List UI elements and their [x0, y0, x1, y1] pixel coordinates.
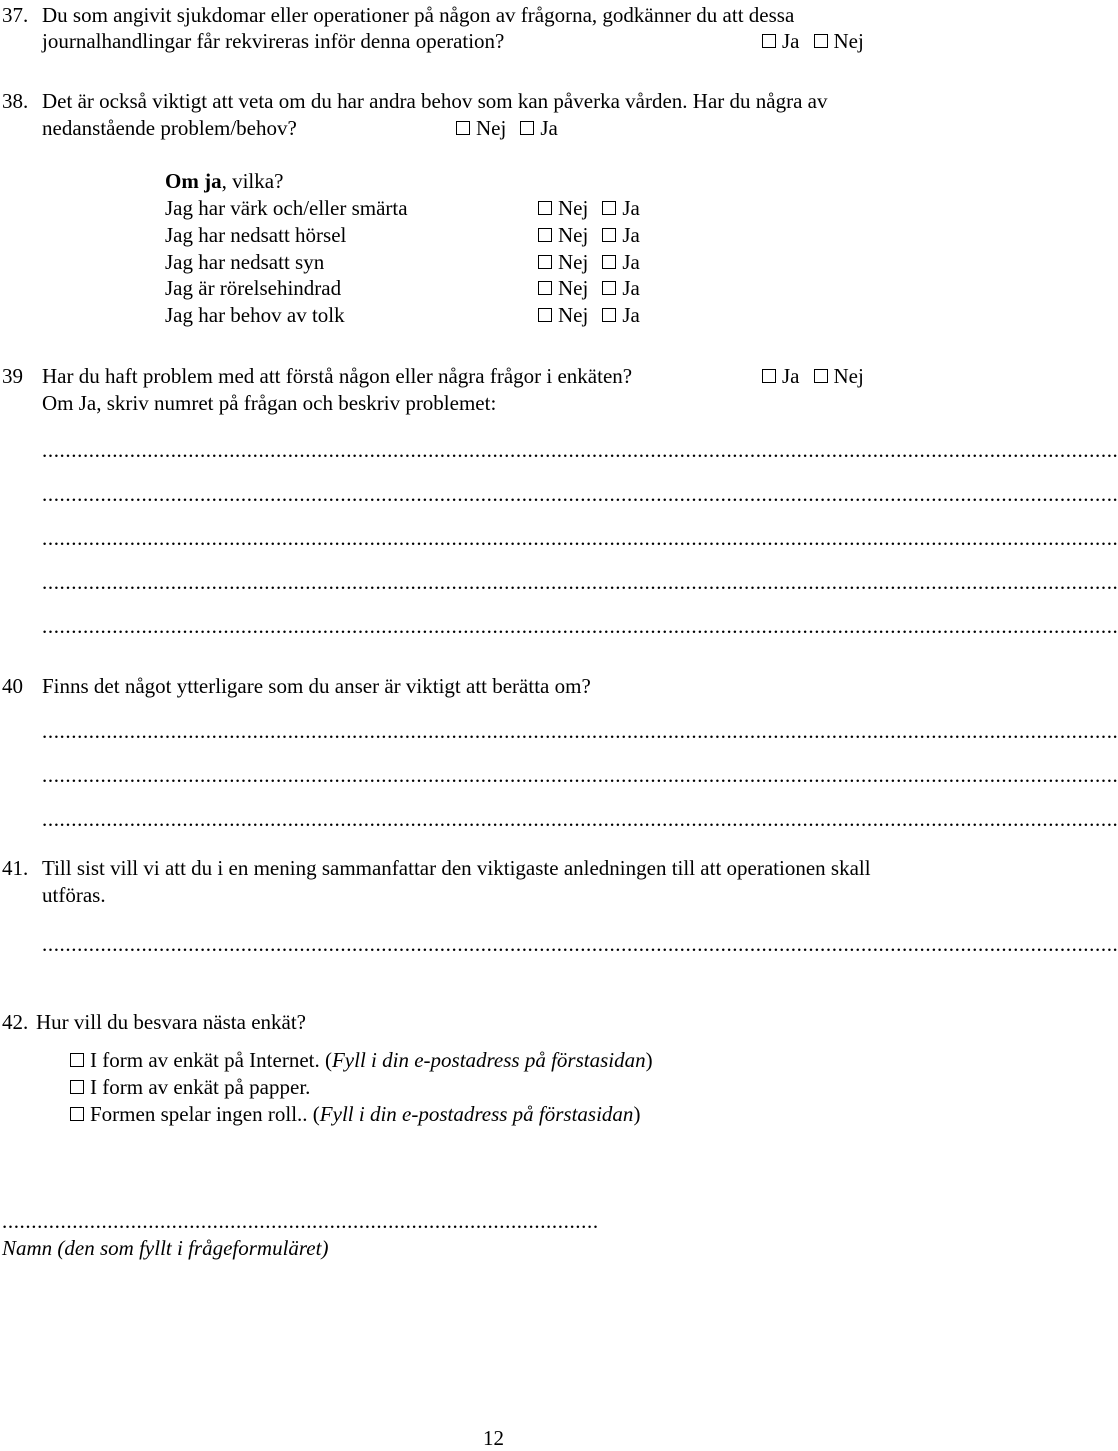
option-ja[interactable]: Ja	[602, 275, 640, 301]
checkbox-icon[interactable]	[538, 281, 552, 295]
q38-item-options	[538, 302, 640, 328]
checkbox-icon[interactable]	[602, 255, 616, 269]
checkbox-icon[interactable]	[538, 228, 552, 242]
option-ja[interactable]: Ja	[602, 302, 640, 328]
q38-option-ja[interactable]: Ja	[520, 115, 558, 141]
checkbox-icon[interactable]	[602, 281, 616, 295]
q39-options	[762, 363, 864, 389]
q38-item-options	[538, 249, 640, 275]
q38-item-label: Jag har behov av tolk	[165, 303, 345, 327]
q38-item-options	[538, 195, 640, 221]
answer-line[interactable]: ........................................................................................................................................................................................	[42, 719, 1118, 743]
q41-number: 41.	[2, 856, 29, 880]
q41-text-line1: Till sist vill vi att du i en mening sammanfattar den viktigaste anledningen till att operationen skall	[42, 856, 871, 880]
answer-line[interactable]: ........................................................................................................................................................................................	[42, 614, 1118, 638]
q38-text-line1: Det är också viktigt att veta om du har andra behov som kan påverka vården. Har du några av	[42, 89, 828, 113]
checkbox-icon[interactable]	[538, 201, 552, 215]
q38-number: 38.	[2, 89, 29, 113]
checkbox-icon[interactable]	[602, 201, 616, 215]
q37-text-line1: Du som angivit sjukdomar eller operationer på någon av frågorna, godkänner du att dessa	[42, 3, 795, 27]
option-nej[interactable]: Nej	[538, 302, 588, 328]
q42-choice-paper[interactable]: I form av enkät på papper.	[70, 1074, 310, 1100]
checkbox-icon[interactable]	[814, 34, 828, 48]
checkbox-icon[interactable]	[520, 121, 534, 135]
q41-text-line2: utföras.	[42, 883, 106, 907]
answer-line[interactable]: ........................................................................................................................................................................................	[42, 526, 1118, 550]
option-nej[interactable]: Nej	[538, 249, 588, 275]
q39-text-line1: Har du haft problem med att förstå någon eller några frågor i enkäten?	[42, 364, 633, 388]
q38-item-options	[538, 275, 640, 301]
q39-text-line2: Om Ja, skriv numret på frågan och beskriv problemet:	[42, 391, 497, 415]
signature-line[interactable]: ......................................................................................................	[2, 1209, 599, 1233]
checkbox-icon[interactable]	[602, 228, 616, 242]
q38-followup: Om ja, vilka?	[165, 169, 284, 193]
checkbox-icon[interactable]	[762, 34, 776, 48]
q42-text-line1: Hur vill du besvara nästa enkät?	[36, 1010, 306, 1034]
checkbox-icon[interactable]	[602, 308, 616, 322]
checkbox-icon[interactable]	[70, 1107, 84, 1121]
option-ja[interactable]: Ja	[602, 222, 640, 248]
q42-choice-no-matter[interactable]: Formen spelar ingen roll.. (Fyll i din e-postadress på förstasidan)	[70, 1101, 640, 1127]
checkbox-icon[interactable]	[70, 1080, 84, 1094]
answer-line[interactable]: ........................................................................................................................................................................................	[42, 763, 1118, 787]
page-number: 12	[483, 1426, 504, 1450]
q37-option-nej[interactable]: Nej	[814, 28, 864, 54]
checkbox-icon[interactable]	[70, 1053, 84, 1067]
answer-line[interactable]: ........................................................................................................................................................................................	[42, 570, 1118, 594]
q42-choice-internet[interactable]: I form av enkät på Internet. (Fyll i din e-postadress på förstasidan)	[70, 1047, 653, 1073]
checkbox-icon[interactable]	[456, 121, 470, 135]
q42-number: 42.	[2, 1010, 29, 1034]
answer-line[interactable]: ........................................................................................................................................................................................	[42, 482, 1118, 506]
q38-item-label: Jag är rörelsehindrad	[165, 276, 342, 300]
q38-item-label: Jag har nedsatt hörsel	[165, 223, 347, 247]
q38-text-line2: nedanstående problem/behov?	[42, 116, 297, 140]
signature-label: Namn (den som fyllt i frågeformuläret)	[2, 1236, 329, 1260]
answer-line[interactable]: ........................................................................................................................................................................................	[42, 807, 1118, 831]
option-nej[interactable]: Nej	[538, 222, 588, 248]
q38-item-label: Jag har nedsatt syn	[165, 250, 325, 274]
q38-item-options	[538, 222, 640, 248]
answer-line[interactable]: ........................................................................................................................................................................................	[42, 438, 1118, 462]
option-nej[interactable]: Nej	[538, 275, 588, 301]
q38-item-label: Jag har värk och/eller smärta	[165, 196, 408, 220]
q37-number: 37.	[2, 3, 29, 27]
checkbox-icon[interactable]	[538, 308, 552, 322]
q40-number: 40	[2, 674, 23, 698]
checkbox-icon[interactable]	[762, 369, 776, 383]
q39-option-nej[interactable]: Nej	[814, 363, 864, 389]
checkbox-icon[interactable]	[814, 369, 828, 383]
q37-option-ja[interactable]: Ja	[762, 28, 800, 54]
q37-text-line2: journalhandlingar får rekvireras inför denna operation?	[42, 29, 505, 53]
answer-line[interactable]: ........................................................................................................................................................................................	[42, 932, 1118, 956]
q38-option-nej[interactable]: Nej	[456, 115, 506, 141]
q37-options	[762, 28, 864, 54]
option-ja[interactable]: Ja	[602, 249, 640, 275]
checkbox-icon[interactable]	[538, 255, 552, 269]
q39-number: 39	[2, 364, 23, 388]
q40-text-line1: Finns det något ytterligare som du anser är viktigt att berätta om?	[42, 674, 591, 698]
q39-option-ja[interactable]: Ja	[762, 363, 800, 389]
option-nej[interactable]: Nej	[538, 195, 588, 221]
q38-options	[456, 115, 558, 141]
option-ja[interactable]: Ja	[602, 195, 640, 221]
